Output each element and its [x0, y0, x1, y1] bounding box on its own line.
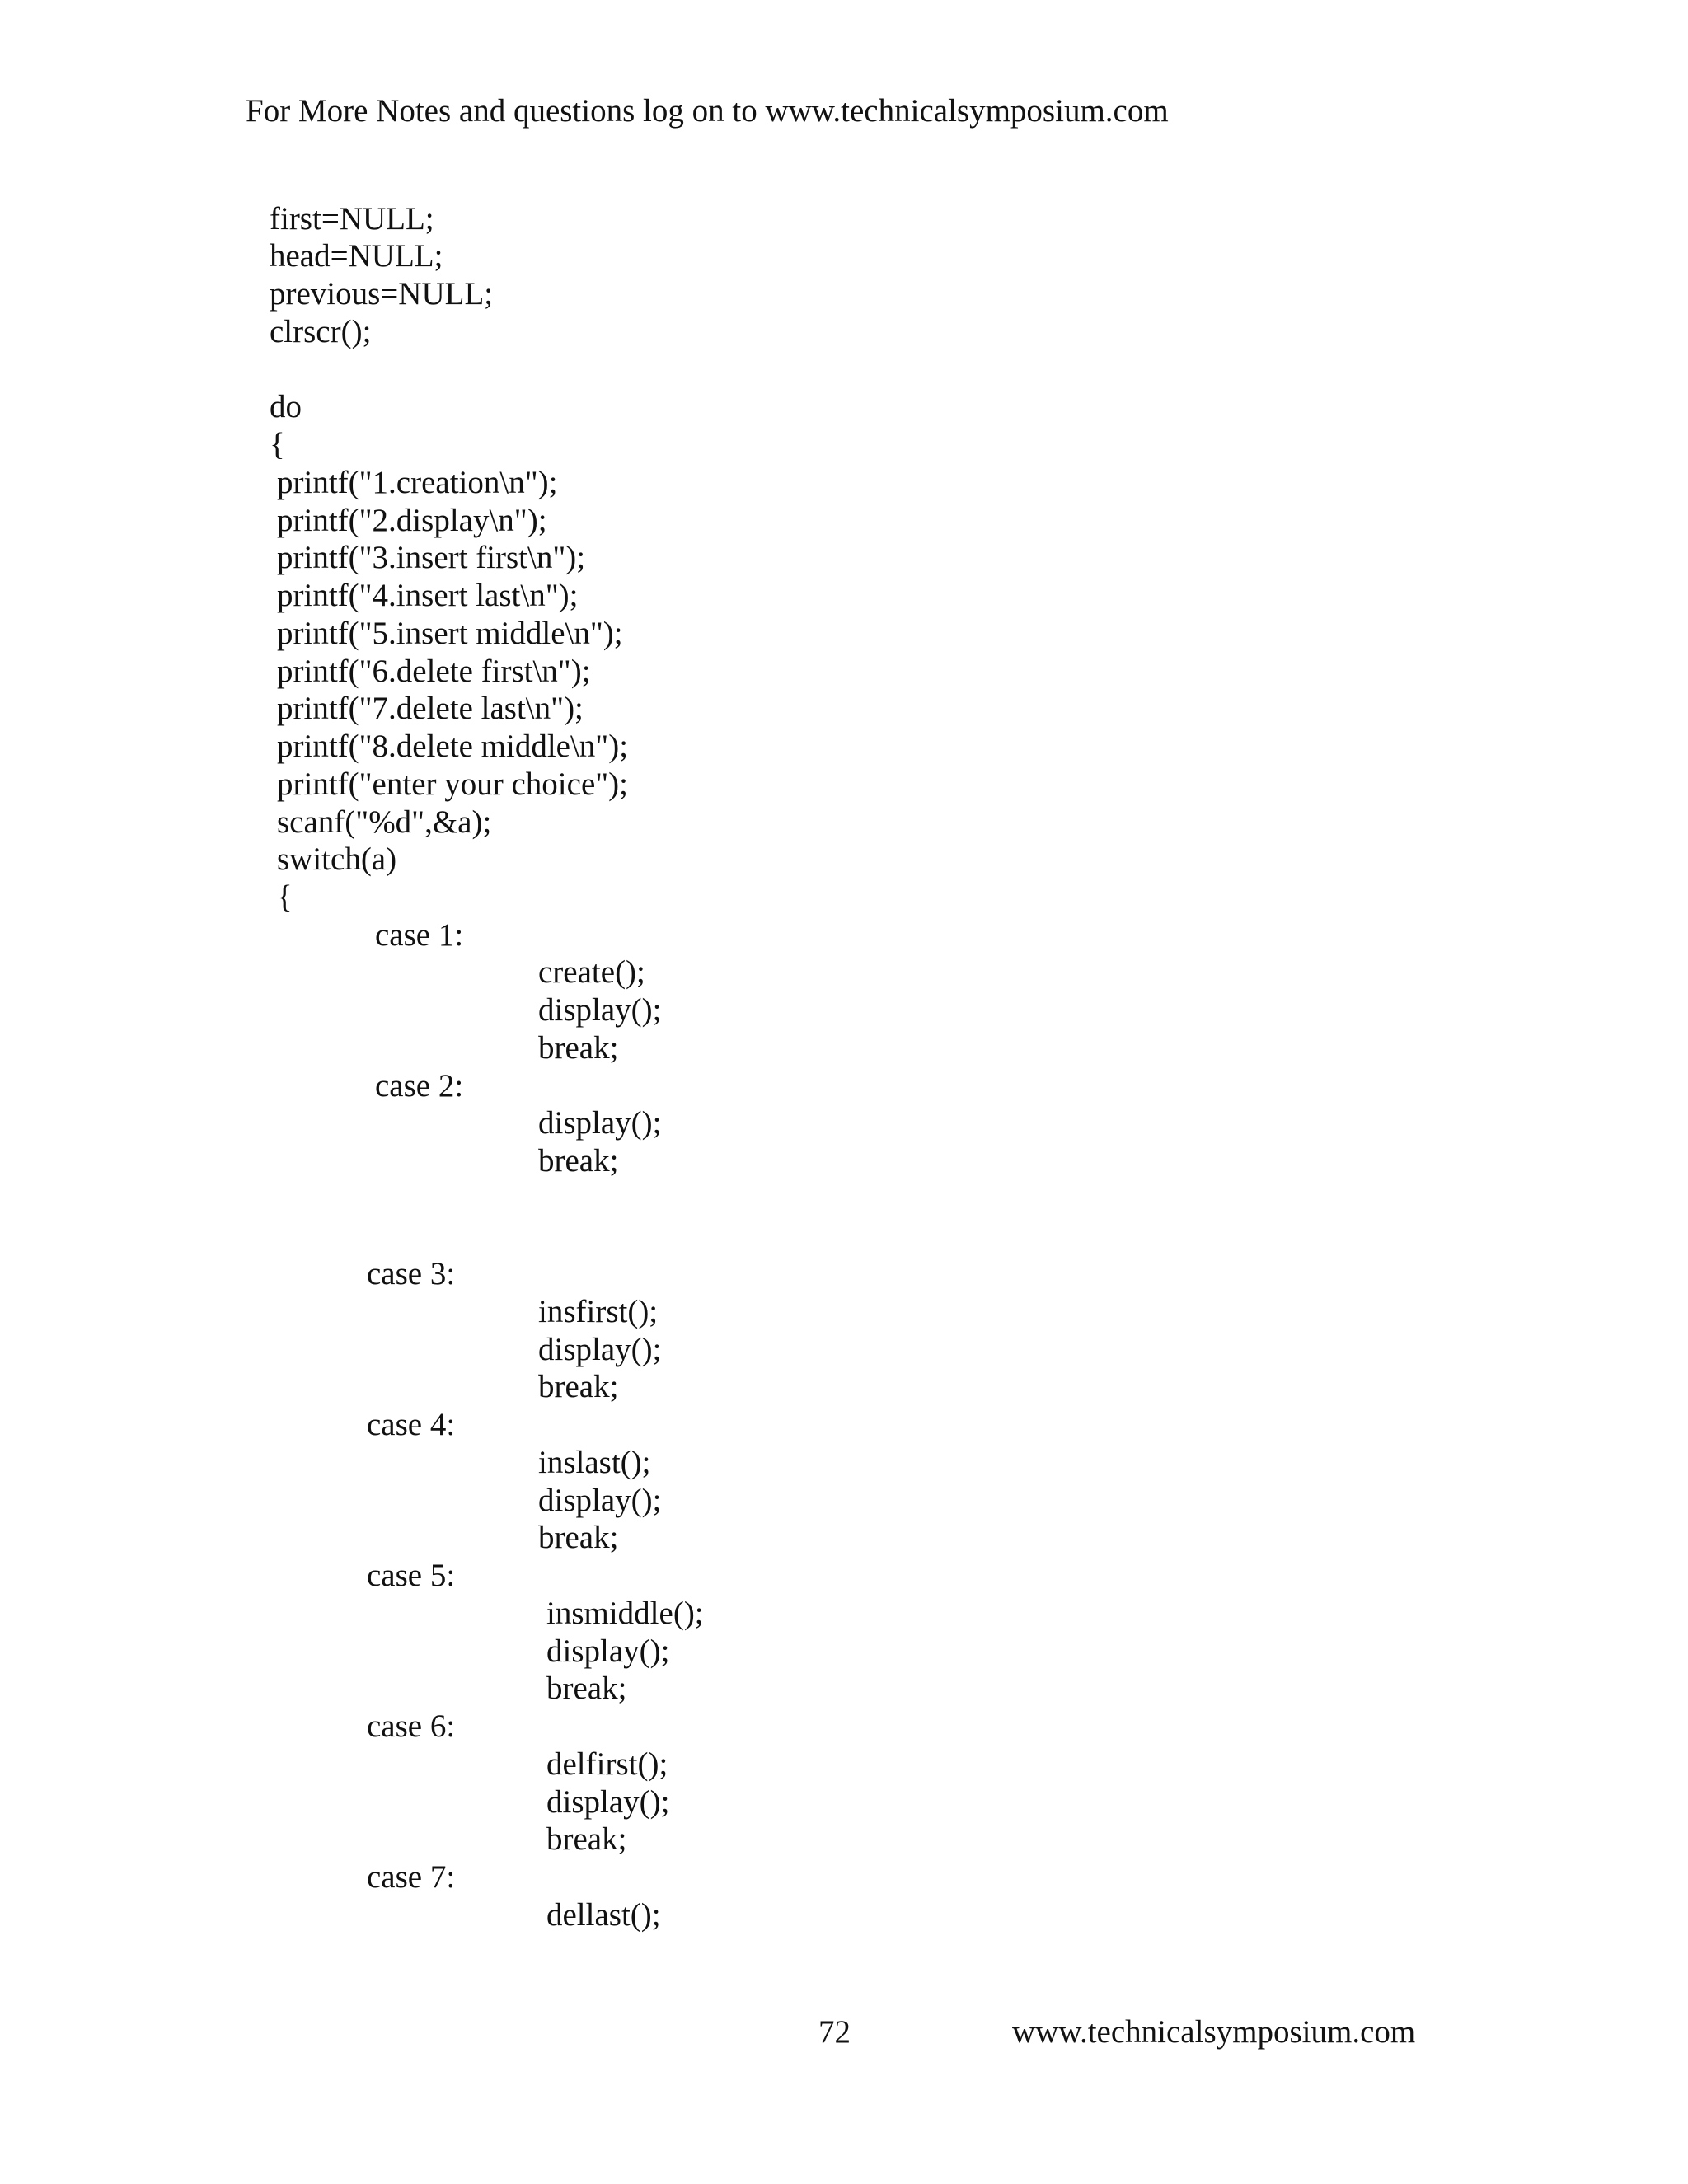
code-line: { — [277, 879, 293, 915]
code-line: printf("6.delete first\n"); — [277, 654, 591, 689]
code-line: display(); — [538, 1483, 662, 1518]
code-line: printf("4.insert last\n"); — [277, 578, 579, 613]
code-line: printf("enter your choice"); — [277, 766, 628, 802]
code-line: create(); — [538, 954, 645, 990]
code-line: clrscr(); — [270, 314, 372, 349]
code-line: case 2: — [375, 1068, 464, 1104]
code-line: display(); — [538, 1105, 662, 1141]
code-line: printf("3.insert first\n"); — [277, 540, 586, 575]
page-number: 72 — [818, 2014, 851, 2050]
code-line: { — [270, 427, 285, 462]
code-line: display(); — [538, 992, 662, 1028]
code-line: display(); — [546, 1633, 670, 1669]
code-line: dellast(); — [546, 1897, 661, 1933]
code-line: printf("8.delete middle\n"); — [277, 729, 629, 764]
code-line: previous=NULL; — [270, 276, 494, 312]
code-line: printf("2.display\n"); — [277, 503, 547, 538]
code-line: do — [270, 389, 302, 424]
code-line: insfirst(); — [538, 1294, 659, 1329]
code-line: scanf("%d",&a); — [277, 804, 492, 840]
code-line: insmiddle(); — [546, 1596, 704, 1631]
code-line: break; — [538, 1030, 619, 1066]
code-line: first=NULL; — [270, 201, 434, 237]
code-line: inslast(); — [538, 1445, 651, 1480]
code-line: printf("1.creation\n"); — [277, 465, 558, 500]
footer-website: www.technicalsymposium.com — [1012, 2014, 1416, 2050]
code-line: delfirst(); — [546, 1746, 668, 1782]
code-line: case 3: — [367, 1256, 456, 1291]
code-line: break; — [546, 1821, 627, 1857]
code-line: break; — [538, 1520, 619, 1555]
page-header: For More Notes and questions log on to www.technicalsymposium.com — [246, 93, 1169, 129]
code-line: display(); — [546, 1784, 670, 1820]
code-line: head=NULL; — [270, 238, 443, 274]
code-line: case 5: — [367, 1558, 456, 1593]
code-line: printf("5.insert middle\n"); — [277, 616, 623, 651]
code-line: display(); — [538, 1332, 662, 1367]
code-line: case 1: — [375, 917, 464, 953]
code-line: case 6: — [367, 1708, 456, 1744]
code-line: switch(a) — [277, 841, 397, 877]
code-line: break; — [546, 1671, 627, 1706]
code-line: break; — [538, 1143, 619, 1179]
code-line: break; — [538, 1369, 619, 1404]
code-line: case 4: — [367, 1407, 456, 1442]
code-line: case 7: — [367, 1859, 456, 1895]
code-line: printf("7.delete last\n"); — [277, 691, 584, 726]
